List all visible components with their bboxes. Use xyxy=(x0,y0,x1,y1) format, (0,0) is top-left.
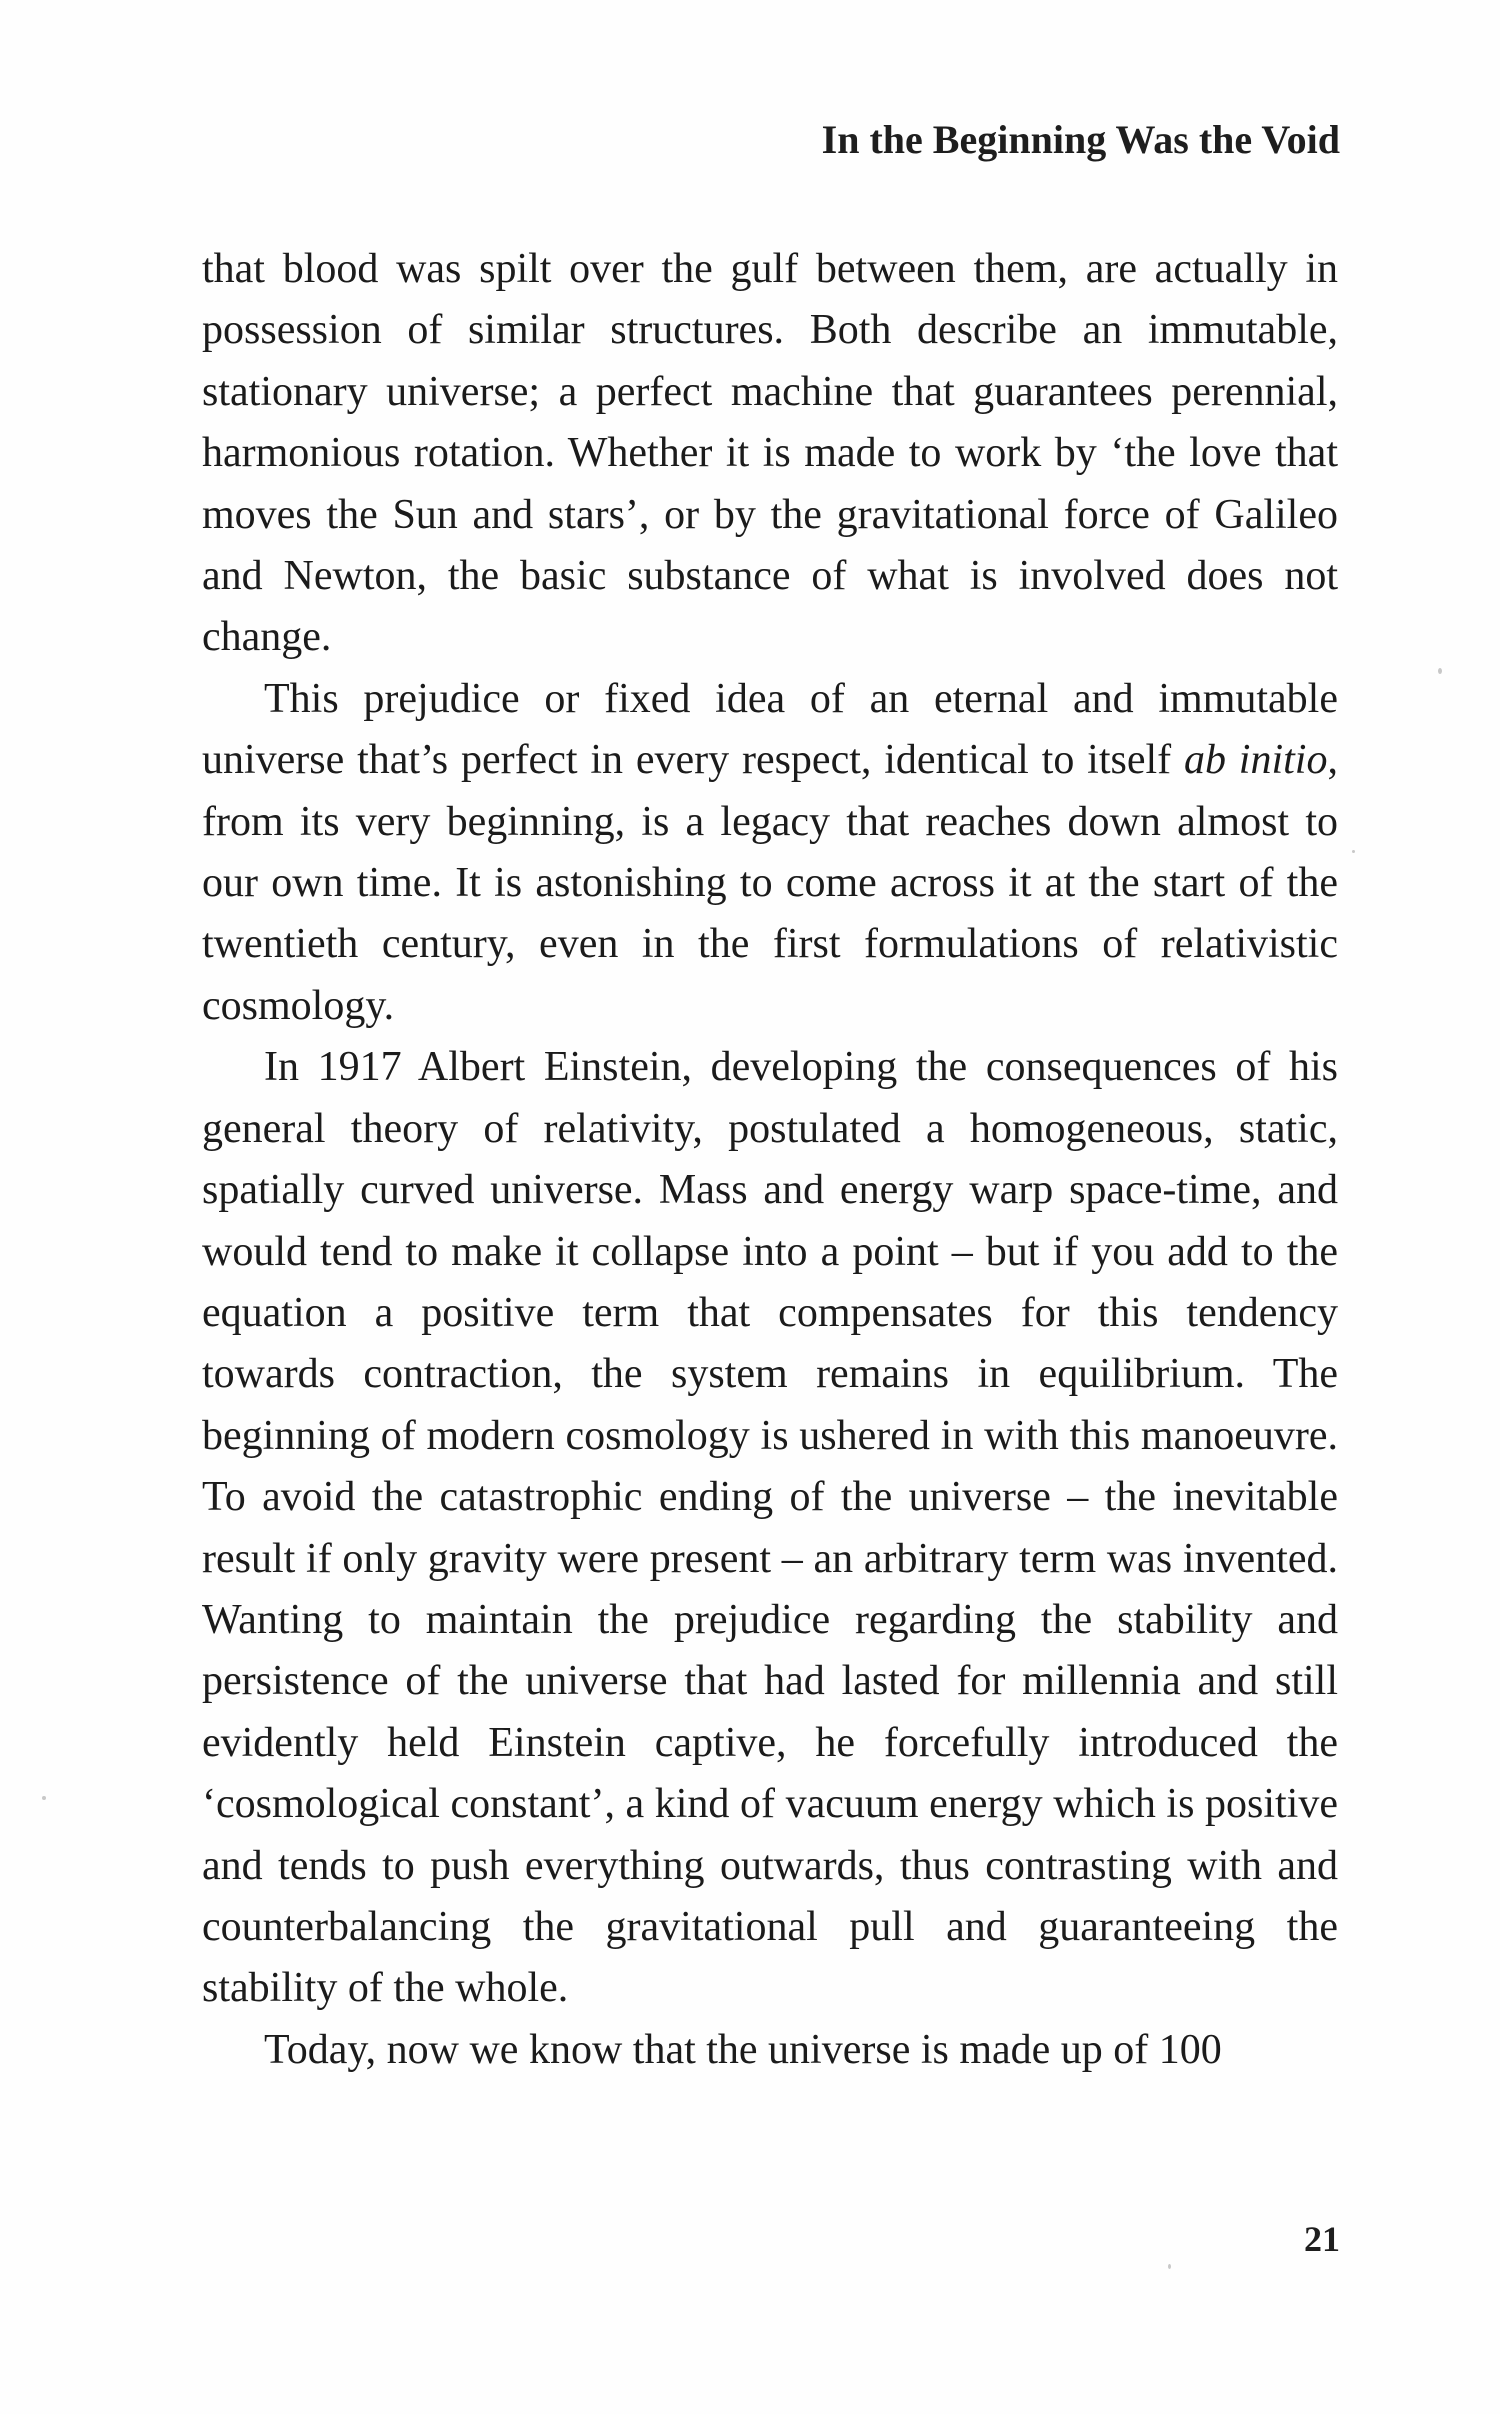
paragraph xyxy=(202,239,1338,669)
paragraph xyxy=(202,1037,1338,2020)
page-number: 21 xyxy=(1304,2219,1340,2259)
text-run: that blood was spilt over the gulf between them, are actually in possession of similar structures. Both describe an immutable, stationary universe; a perfect machine that guarantees perennial, harmonious rotation. Whether it is made to work by ‘the love that moves the Sun and stars’, or by the gravitational force of Galileo and Newton, the basic substance of what is involved does not change. xyxy=(202,246,1338,661)
scan-speck xyxy=(1352,850,1355,853)
italic-phrase: ab initio xyxy=(1183,737,1328,784)
paragraph xyxy=(202,2020,1338,2081)
text-run: , from its very beginning, is a legacy that reaches down almost to our own time. It is astonishing to come across it at the start of the twentieth century, even in the first formulations of relativistic cosmology. xyxy=(202,737,1338,1029)
paragraph xyxy=(202,669,1338,1037)
scan-speck xyxy=(42,1796,46,1800)
text-run: Today, now we know that the universe is made up of 100 xyxy=(264,2026,1222,2073)
text-run: This prejudice or fixed idea of an eternal and immutable universe that’s perfect in every respect, identical to itself xyxy=(202,675,1338,784)
running-head: In the Beginning Was the Void xyxy=(821,117,1340,162)
text-run: In 1917 Albert Einstein, developing the consequences of his general theory of relativity, postulated a homogeneous, static, spatially curved universe. Mass and energy warp space-time, and would tend to make it collapse into a point – but if you add to the equation a positive term that compensates for this tendency towards contraction, the system remains in equilibrium. The beginning of modern cosmology is ushered in with this manoeuvre. To avoid the catastrophic ending of the universe – the inevitable result if only gravity were present – an arbitrary term was invented. Wanting to maintain the prejudice regarding the stability and persistence of the universe that had lasted for millennia and still evidently held Einstein captive, he forcefully introduced the ‘cosmological constant’, a kind of vacuum energy which is positive and tends to push everything outwards, thus contrasting with and counterbalancing the gravitational pull and guaranteeing the stability of the whole. xyxy=(202,1044,1338,2012)
scan-speck xyxy=(1168,2264,1171,2269)
body-text xyxy=(202,239,1338,2081)
scan-speck xyxy=(1438,668,1442,674)
